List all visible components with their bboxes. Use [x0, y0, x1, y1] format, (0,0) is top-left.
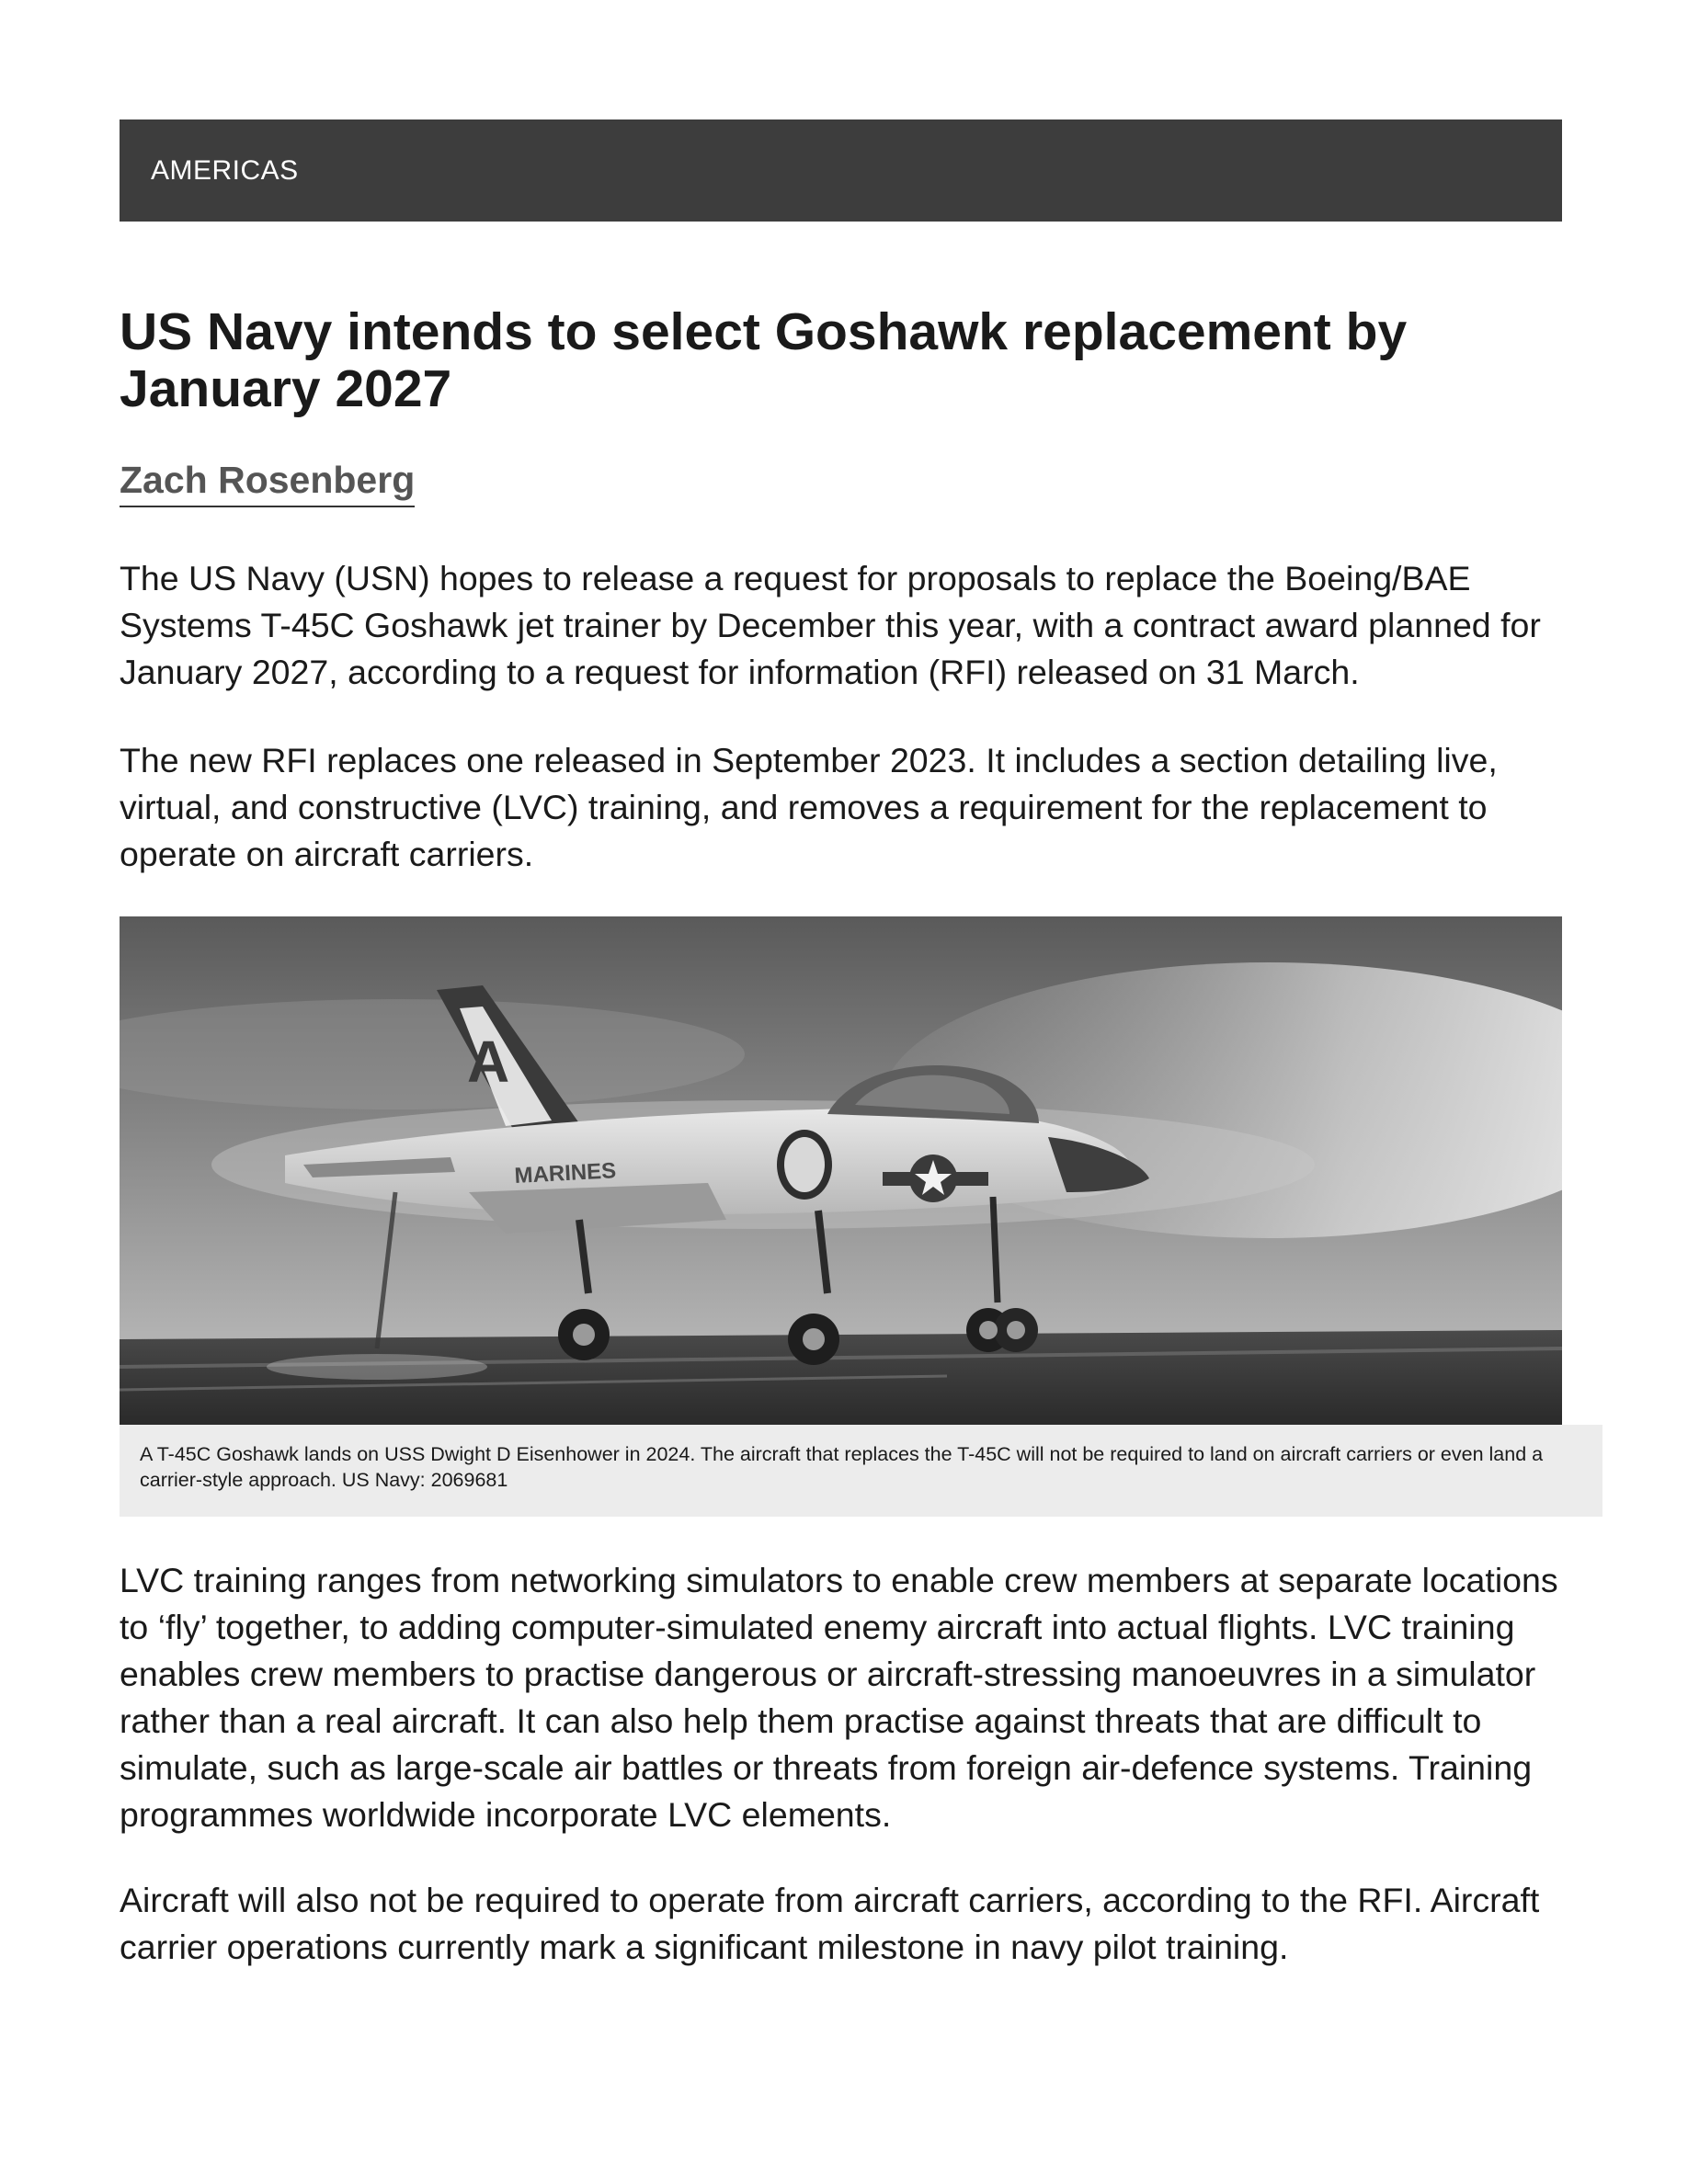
photo-caption-box	[120, 1425, 1602, 1517]
author-link[interactable]: Zach Rosenberg	[120, 456, 415, 507]
tail-letter: A	[467, 1029, 510, 1095]
article-paragraph-1: The US Navy (USN) hopes to release a request for proposals to replace the Boeing/BAE Systems T-45C Goshawk jet trainer by December this year, with a contract award planned for January 2027, according to a request for information (RFI) released on 31 March.	[120, 559, 1541, 691]
article-paragraph-4: Aircraft will also not be required to operate from aircraft carriers, according to the RFI. Aircraft carrier operations currently mark a significant milestone in navy pilot training.	[120, 1881, 1540, 1966]
section-label[interactable]: AMERICAS	[151, 154, 299, 186]
photo-caption: A T-45C Goshawk lands on USS Dwight D Eisenhower in 2024. The aircraft that replaces the T-45C will not be required to land on aircraft carriers or even land a carrier-style approach. US Navy: 2069681	[140, 1443, 1544, 1491]
fuselage-marking: MARINES	[513, 1158, 617, 1189]
section-header-bar	[120, 119, 1562, 222]
article-headline: US Navy intends to select Goshawk replacement by January 2027	[120, 302, 1408, 418]
article-paragraph-3: LVC training ranges from networking simulators to enable crew members at separate locations to ‘fly’ together, to adding computer-simulated enemy aircraft into actual flights. LVC training enables crew members to practise dangerous or aircraft-stressing manoeuvres in a simulator rather than a real aircraft. It can also help them practise against threats that are difficult to simulate, such as large-scale air battles or threats from foreign air-defence systems. Training programmes worldwide incorporate LVC elements.	[120, 1561, 1558, 1834]
article-paragraph-2: The new RFI replaces one released in September 2023. It includes a section detailing live, virtual, and constructive (LVC) training, and removes a requirement for the replacement to operate on aircraft carriers.	[120, 741, 1498, 873]
article-photo	[120, 916, 1562, 1425]
